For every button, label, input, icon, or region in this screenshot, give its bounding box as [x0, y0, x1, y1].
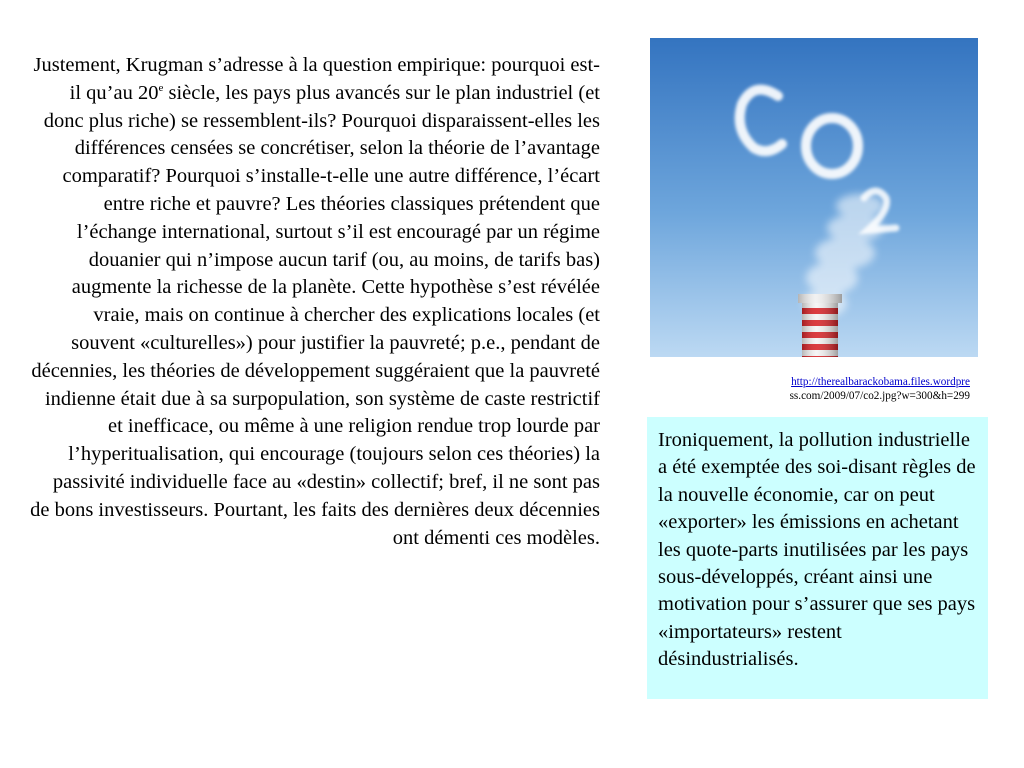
side-note-text: Ironiquement, la pollution industrielle a été exemptée des soi-disant règles de la nouvelle économie, car on peut «exporter» les émissions en achetant les quote-parts inutilisées par les pays sous-développés, créant ainsi une motivation pour s’assurer que ses pays «importateurs» restent désindustrialisés.: [658, 429, 976, 671]
chimney: [798, 294, 842, 357]
credit-link[interactable]: http://therealbarackobama.files.wordpre: [791, 376, 970, 388]
superscript-e: e: [158, 81, 164, 94]
main-paragraph-part2: siècle, les pays plus avancés sur le plan industriel (et donc plus riche) se ressemblent-ils? Pourquoi disparaissent-elles les différences censées se concrétiser, selon la théorie de l’avantage comparatif? Pourquoi s’installe-t-elle une autre différence, l’écart entre riche et pauvre? Les théories classiques prétendent que l’échange international, surtout s’il est encouragé par un régime douanier qui n’impose aucun tarif (ou, au moins, de tarifs bas) augmente la richesse de la planète. Cette hypothèse s’est révélée vraie, mais on continue à chercher des explications locales (et souvent «culturelles») pour justifier la pauvreté; p.e., pendant de décennies, les théories de développement suggéraient que la pauvreté indienne était due à sa surpopulation, son système de caste restrictif et inefficace, ou même à une religion rendue trop lourde par l’hyperitualisation, qui encourage (toujours selon ces théories) la passivité individuelle face au «destin» collectif; bref, il ne sont pas de bons investisseurs. Pourtant, les faits des dernières deux décennies ont démenti ces modèles.: [30, 81, 600, 549]
co2-chimney-photo: [650, 38, 978, 357]
image-credit: [730, 375, 970, 403]
side-note-box: [647, 417, 988, 699]
main-paragraph-part1: Justement, Krugman s’adresse à la question empirique: pourquoi est-il qu’au 20: [33, 54, 600, 104]
co2-smoke-illustration: [650, 38, 978, 357]
credit-url-rest: ss.com/2009/07/co2.jpg?w=300&h=299: [789, 390, 970, 402]
main-paragraph: [30, 52, 600, 552]
